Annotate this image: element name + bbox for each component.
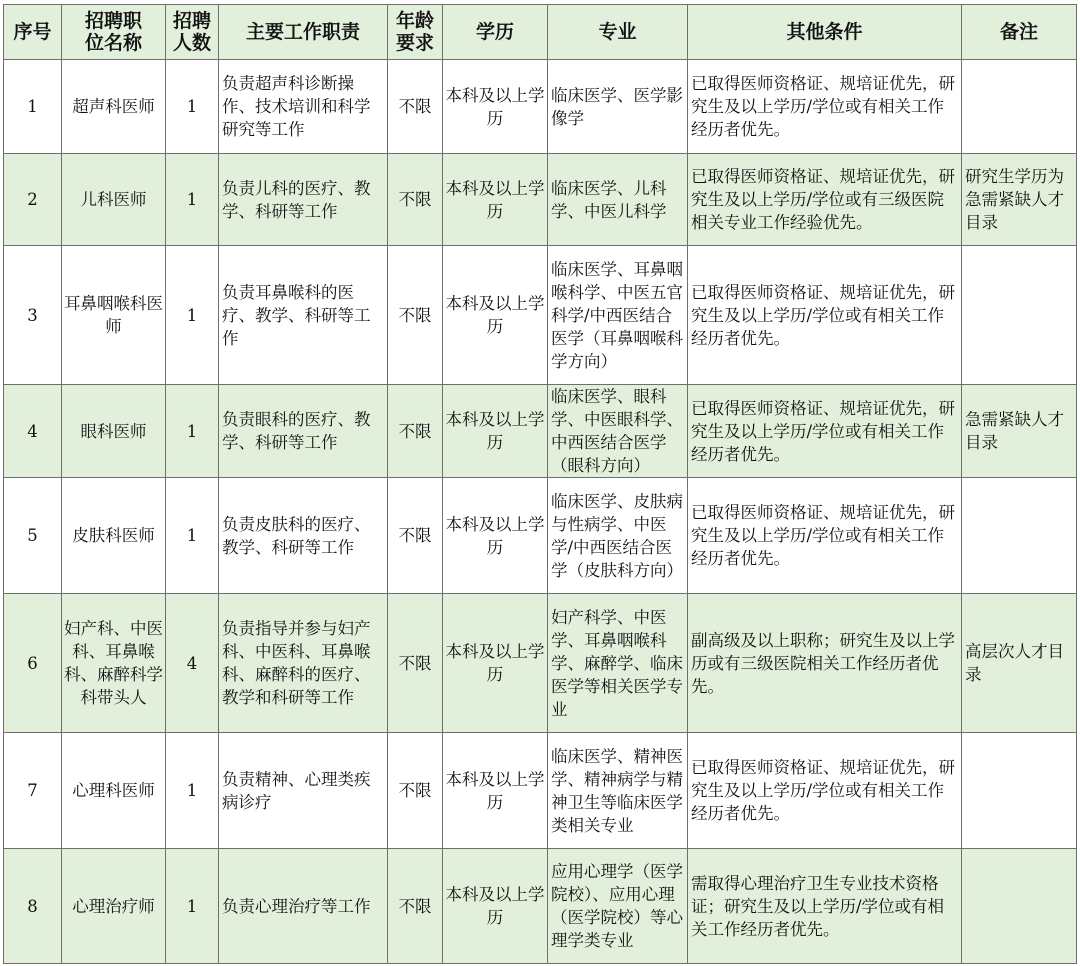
table-row	[4, 246, 1077, 385]
table-row	[4, 733, 1077, 849]
cell-major: 临床医学、精神医学、精神病学与精神卫生等临床医学类相关专业	[548, 733, 688, 849]
cell-education: 本科及以上学历	[443, 733, 548, 849]
table-row	[4, 849, 1077, 964]
header-duties: 主要工作职责	[219, 5, 388, 60]
cell-age: 不限	[388, 246, 443, 385]
cell-duties: 负责精神、心理类疾病诊疗	[219, 733, 388, 849]
cell-age: 不限	[388, 478, 443, 594]
cell-other: 已取得医师资格证、规培证优先，研究生及以上学历/学位或有相关工作经历者优先。	[688, 60, 962, 154]
cell-count: 1	[166, 246, 219, 385]
cell-age: 不限	[388, 594, 443, 733]
cell-major: 临床医学、儿科学、中医儿科学	[548, 154, 688, 246]
cell-seq: 3	[4, 246, 62, 385]
cell-education: 本科及以上学历	[443, 849, 548, 964]
header-age: 年龄要求	[388, 5, 443, 60]
cell-education: 本科及以上学历	[443, 246, 548, 385]
cell-age: 不限	[388, 385, 443, 478]
header-seq: 序号	[4, 5, 62, 60]
cell-age: 不限	[388, 849, 443, 964]
cell-major: 应用心理学（医学院校）、应用心理（医学院校）等心理学类专业	[548, 849, 688, 964]
cell-position: 皮肤科医师	[62, 478, 166, 594]
cell-position: 儿科医师	[62, 154, 166, 246]
cell-education: 本科及以上学历	[443, 385, 548, 478]
cell-other: 已取得医师资格证、规培证优先，研究生及以上学历/学位或有相关工作经历者优先。	[688, 385, 962, 478]
cell-other: 已取得医师资格证、规培证优先，研究生及以上学历/学位或有相关工作经历者优先。	[688, 733, 962, 849]
cell-duties: 负责儿科的医疗、教学、科研等工作	[219, 154, 388, 246]
cell-count: 1	[166, 733, 219, 849]
cell-seq: 6	[4, 594, 62, 733]
cell-count: 1	[166, 60, 219, 154]
cell-remarks	[962, 246, 1077, 385]
header-other: 其他条件	[688, 5, 962, 60]
cell-count: 1	[166, 849, 219, 964]
cell-seq: 7	[4, 733, 62, 849]
cell-duties: 负责指导并参与妇产科、中医科、耳鼻喉科、麻醉科的医疗、教学和科研等工作	[219, 594, 388, 733]
cell-duties: 负责心理治疗等工作	[219, 849, 388, 964]
cell-other: 需取得心理治疗卫生专业技术资格证；研究生及以上学历/学位或有相关工作经历者优先。	[688, 849, 962, 964]
cell-position: 心理科医师	[62, 733, 166, 849]
cell-other: 已取得医师资格证、规培证优先，研究生及以上学历/学位或有相关工作经历者优先。	[688, 246, 962, 385]
cell-remarks	[962, 733, 1077, 849]
cell-seq: 1	[4, 60, 62, 154]
header-remarks: 备注	[962, 5, 1077, 60]
cell-remarks	[962, 849, 1077, 964]
cell-education: 本科及以上学历	[443, 594, 548, 733]
cell-remarks: 研究生学历为急需紧缺人才目录	[962, 154, 1077, 246]
cell-major: 妇产科学、中医学、耳鼻咽喉科学、麻醉学、临床医学等相关医学专业	[548, 594, 688, 733]
cell-duties: 负责眼科的医疗、教学、科研等工作	[219, 385, 388, 478]
cell-major: 临床医学、耳鼻咽喉科学、中医五官科学/中西医结合医学（耳鼻咽喉科学方向）	[548, 246, 688, 385]
cell-remarks: 高层次人才目录	[962, 594, 1077, 733]
cell-count: 1	[166, 154, 219, 246]
cell-remarks	[962, 60, 1077, 154]
cell-seq: 8	[4, 849, 62, 964]
header-position: 招聘职位名称	[62, 5, 166, 60]
cell-education: 本科及以上学历	[443, 154, 548, 246]
cell-count: 1	[166, 478, 219, 594]
table-row	[4, 154, 1077, 246]
cell-other: 已取得医师资格证、规培证优先，研究生及以上学历/学位或有三级医院相关专业工作经验优先。	[688, 154, 962, 246]
cell-duties: 负责耳鼻喉科的医疗、教学、科研等工作	[219, 246, 388, 385]
cell-duties: 负责皮肤科的医疗、教学、科研等工作	[219, 478, 388, 594]
table-row	[4, 60, 1077, 154]
cell-other: 已取得医师资格证、规培证优先，研究生及以上学历/学位或有相关工作经历者优先。	[688, 478, 962, 594]
cell-major: 临床医学、皮肤病与性病学、中医学/中西医结合医学（皮肤科方向）	[548, 478, 688, 594]
cell-position: 耳鼻咽喉科医师	[62, 246, 166, 385]
cell-count: 1	[166, 385, 219, 478]
recruitment-table	[3, 4, 1077, 964]
cell-position: 超声科医师	[62, 60, 166, 154]
cell-age: 不限	[388, 60, 443, 154]
table-row	[4, 594, 1077, 733]
cell-other: 副高级及以上职称；研究生及以上学历或有三级医院相关工作经历者优先。	[688, 594, 962, 733]
header-education: 学历	[443, 5, 548, 60]
header-major: 专业	[548, 5, 688, 60]
cell-education: 本科及以上学历	[443, 478, 548, 594]
cell-count: 4	[166, 594, 219, 733]
cell-major: 临床医学、医学影像学	[548, 60, 688, 154]
cell-position: 心理治疗师	[62, 849, 166, 964]
cell-age: 不限	[388, 733, 443, 849]
cell-position: 妇产科、中医科、耳鼻喉科、麻醉科学科带头人	[62, 594, 166, 733]
cell-age: 不限	[388, 154, 443, 246]
cell-remarks	[962, 478, 1077, 594]
cell-education: 本科及以上学历	[443, 60, 548, 154]
cell-seq: 2	[4, 154, 62, 246]
table-row	[4, 478, 1077, 594]
cell-duties: 负责超声科诊断操作、技术培训和科学研究等工作	[219, 60, 388, 154]
cell-remarks: 急需紧缺人才目录	[962, 385, 1077, 478]
cell-seq: 4	[4, 385, 62, 478]
header-row	[4, 5, 1077, 60]
header-count: 招聘人数	[166, 5, 219, 60]
table-row	[4, 385, 1077, 478]
cell-position: 眼科医师	[62, 385, 166, 478]
cell-major: 临床医学、眼科学、中医眼科学、中西医结合医学（眼科方向）	[548, 385, 688, 478]
cell-seq: 5	[4, 478, 62, 594]
